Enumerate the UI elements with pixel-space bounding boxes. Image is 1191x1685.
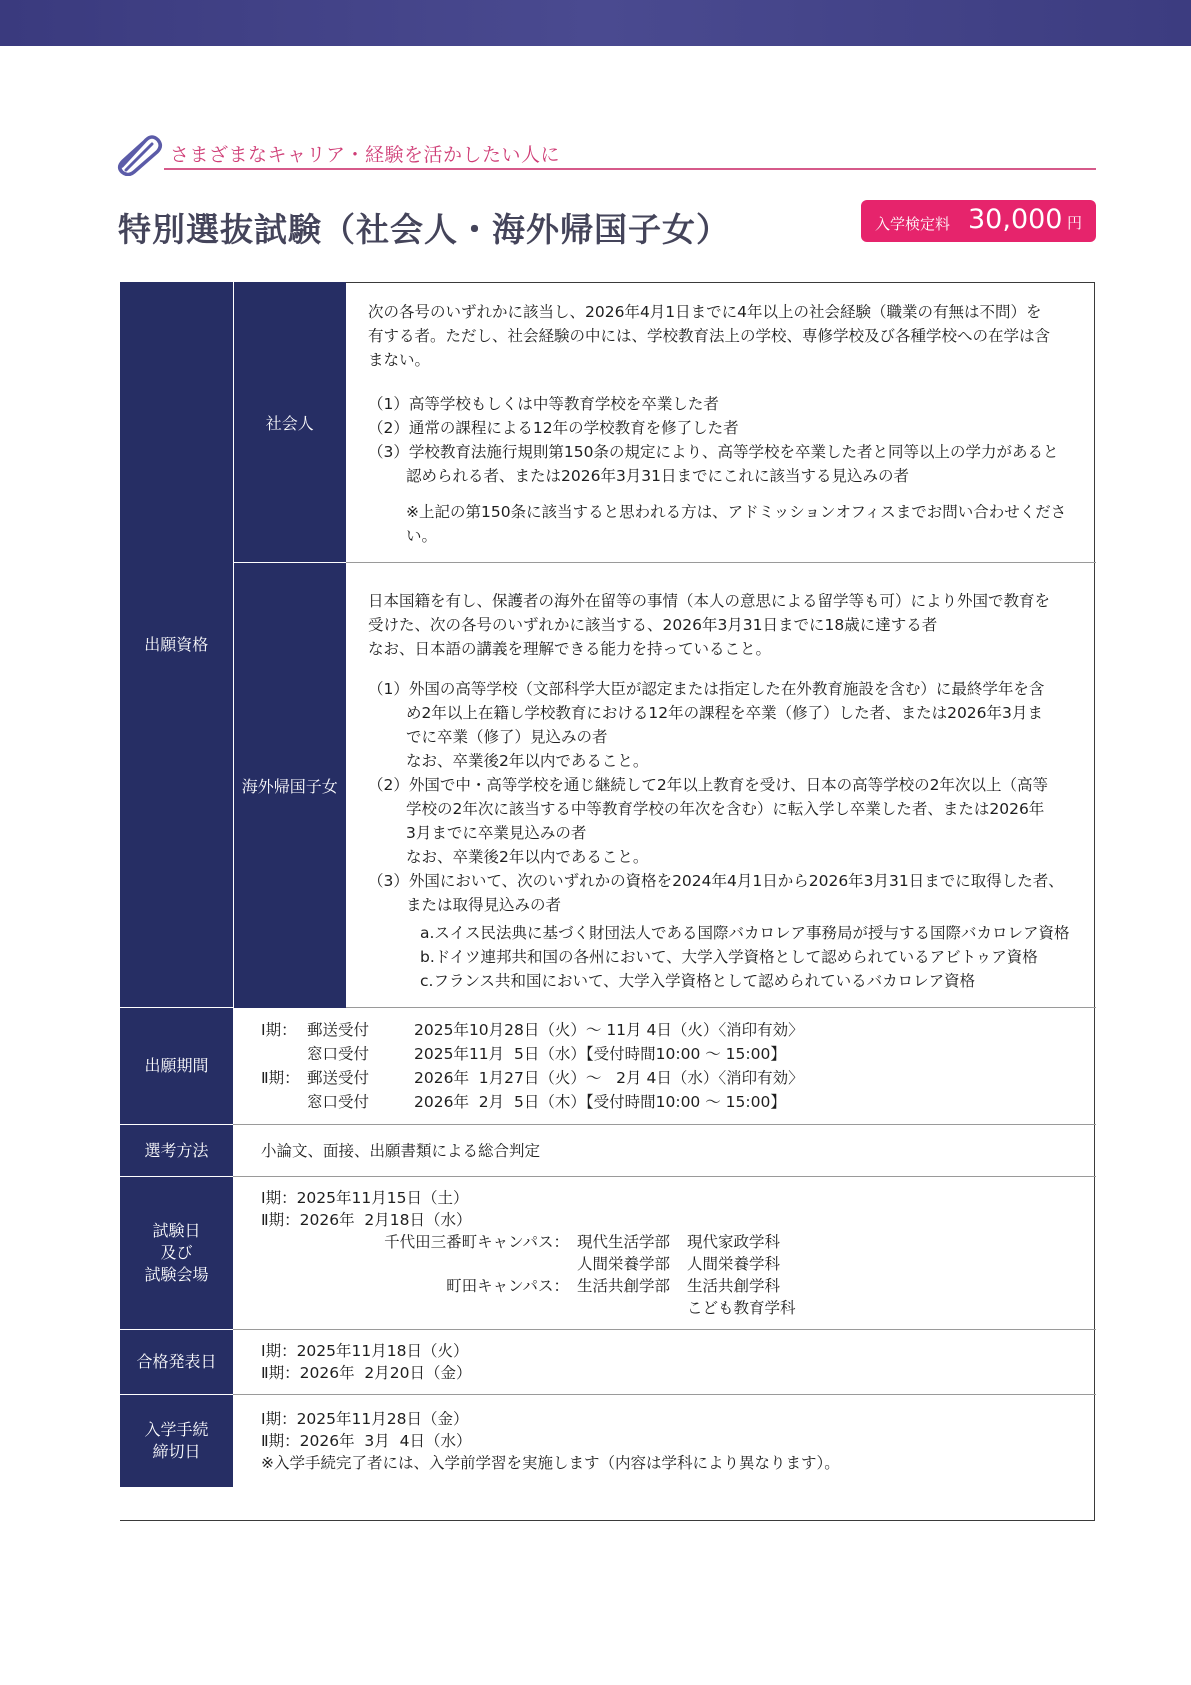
- term-label: Ⅰ期：: [261, 1021, 297, 1039]
- date-text: 2025年11月 5日（水）【受付時間10:00 ～ 15:00】: [414, 1045, 786, 1063]
- campus-name: [307, 1253, 569, 1275]
- kaigai-header: 海外帰国子女: [233, 563, 346, 1008]
- kaigai-intro-line: 受けた、次の各号のいずれかに該当する、2026年3月31日までに18歳に達する者: [368, 616, 938, 634]
- list-item-continuation: 学校の2年次に該当する中等教育学校の年次を含む）に転入学し卒業した者、または2026年: [406, 800, 1045, 818]
- list-item: （3）外国において、次のいずれかの資格を2024年4月1日から2026年3月31日までに取得した者、: [368, 872, 1064, 890]
- results-header: 合格発表日: [120, 1330, 233, 1395]
- results-date: Ⅰ期：2025年11月18日（火）: [261, 1342, 469, 1360]
- type-label: 窓口受付: [307, 1093, 370, 1111]
- application-period-header: 出願期間: [120, 1008, 233, 1125]
- list-item-continuation: 3月までに卒業見込みの者: [406, 824, 587, 842]
- enrollment-note: ※入学手続完了者には、入学前学習を実施します（内容は学科により異なります）。: [261, 1453, 840, 1472]
- term-label: [261, 1042, 307, 1066]
- campus-name: [307, 1297, 569, 1319]
- top-banner: [0, 0, 1191, 46]
- shakaijin-intro-line: 次の各号のいずれかに該当し、2026年4月1日までに4年以上の社会経験（職業の有無は不問）を: [368, 303, 1042, 321]
- table-row: [120, 1330, 1096, 1395]
- type-label: 窓口受付: [307, 1045, 370, 1063]
- shakaijin-intro-line: 有する者。ただし、社会経験の中には、学校教育法上の学校、専修学校及び各種学校への在学は含: [368, 327, 1051, 345]
- sub-item: a.スイス民法典に基づく財団法人である国際バカロレア事務局が授与する国際バカロレア資格: [420, 924, 1070, 942]
- fee-unit: 円: [1067, 214, 1083, 232]
- kaigai-intro-line: 日本国籍を有し、保護者の海外在留等の事情（本人の意思による留学等も可）により外国で教育を: [368, 592, 1051, 610]
- list-item-continuation: なお、卒業後2年以内であること。: [406, 848, 649, 866]
- date-text: 2026年 2月 5日（木）【受付時間10:00 ～ 15:00】: [414, 1093, 786, 1111]
- fee-amount: 30,000: [968, 204, 1063, 235]
- faculty-name: 人間栄養学部: [577, 1255, 671, 1273]
- enrollment-date: Ⅰ期：2025年11月28日（金）: [261, 1409, 469, 1428]
- kaigai-intro-line: なお、日本語の講義を理解できる能力を持っていること。: [368, 640, 772, 658]
- list-item-continuation: でに卒業（修了）見込みの者: [406, 728, 608, 746]
- table-row: [120, 1177, 1096, 1330]
- eligibility-header: 出願資格: [120, 282, 233, 1008]
- exam-header: [120, 1177, 233, 1330]
- sub-item: c.フランス共和国において、大学入学資格として認められているバカロレア資格: [420, 972, 976, 990]
- list-item-continuation: または取得見込みの者: [406, 896, 562, 914]
- exam-header-line: 試験会場: [144, 1265, 209, 1284]
- selection-content: 小論文、面接、出願書類による総合判定: [233, 1125, 1096, 1177]
- fee-badge: [861, 200, 1096, 242]
- subtitle-divider: [164, 168, 1096, 170]
- table-row: [120, 282, 1096, 563]
- dept-name: 現代家政学科: [687, 1233, 781, 1251]
- exam-header-line: 試験日: [152, 1221, 201, 1240]
- kaigai-content: [346, 563, 1096, 1008]
- list-item-continuation: 認められる者、または2026年3月31日までにこれに該当する見込みの者: [406, 467, 910, 485]
- table-row: [120, 1125, 1096, 1177]
- enrollment-header: [120, 1395, 233, 1487]
- type-label: 郵送受付: [307, 1021, 370, 1039]
- results-date: Ⅱ期：2026年 2月20日（金）: [261, 1364, 472, 1382]
- list-item: （1）外国の高等学校（文部科学大臣が認定または指定した在外教育施設を含む）に最終学年を含: [368, 680, 1045, 698]
- date-text: 2026年 1月27日（火）～ 2月 4日（水）〈消印有効〉: [414, 1069, 804, 1087]
- results-content: [233, 1330, 1096, 1395]
- term-label: [261, 1090, 307, 1114]
- faculty-name: 生活共創学部: [577, 1277, 671, 1295]
- table-row: [120, 1008, 1096, 1125]
- date-text: 2025年10月28日（火）～ 11月 4日（火）〈消印有効〉: [414, 1021, 804, 1039]
- exam-date: Ⅱ期：2026年 2月18日（水）: [261, 1211, 472, 1229]
- application-period-content: [233, 1008, 1096, 1125]
- schedule-grid: [261, 1018, 1080, 1114]
- section-subtitle: さまざまなキャリア・経験を活かしたい人に: [170, 144, 561, 166]
- list-item-continuation: め2年以上在籍し学校教育における12年の課程を卒業（修了）した者、または2026年3月ま: [406, 704, 1043, 722]
- table-row: [120, 1395, 1096, 1487]
- dept-name: こども教育学科: [687, 1299, 796, 1317]
- faculty-name: [569, 1297, 687, 1319]
- dept-name: 生活共創学科: [687, 1277, 781, 1295]
- list-item: （2）通常の課程による12年の学校教育を修了した者: [368, 419, 739, 437]
- type-label: 郵送受付: [307, 1069, 370, 1087]
- venue-grid: [307, 1231, 1080, 1319]
- list-item: （2）外国で中・高等学校を通じ継続して2年以上教育を受け、日本の高等学校の2年次以上（高等: [368, 776, 1048, 794]
- page-title: 特別選抜試験（社会人・海外帰国子女）: [118, 210, 730, 249]
- enrollment-header-line: 入学手続: [144, 1419, 209, 1439]
- requirements-table: [120, 282, 1096, 1487]
- table-row: [120, 563, 1096, 1008]
- campus-name: 町田キャンパス：: [446, 1277, 569, 1295]
- paperclip-icon: [112, 130, 166, 176]
- section-subtitle-row: [112, 130, 1096, 170]
- exam-content: [233, 1177, 1096, 1330]
- shakaijin-intro-line: まない。: [368, 351, 431, 369]
- list-item-continuation: なお、卒業後2年以内であること。: [406, 752, 649, 770]
- faculty-name: 現代生活学部: [577, 1233, 671, 1251]
- shakaijin-header: 社会人: [233, 282, 346, 563]
- shakaijin-note: ※上記の第150条に該当すると思われる方は、アドミッションオフィスまでお問い合わせください。: [406, 503, 1067, 545]
- campus-name: 千代田三番町キャンパス：: [384, 1233, 569, 1251]
- exam-date: Ⅰ期：2025年11月15日（土）: [261, 1189, 469, 1207]
- sub-item: b.ドイツ連邦共和国の各州において、大学入学資格として認められているアビトゥア資格: [420, 948, 1038, 966]
- shakaijin-content: [346, 282, 1096, 563]
- dept-name: 人間栄養学科: [687, 1255, 781, 1273]
- enrollment-date: Ⅱ期：2026年 3月 4日（水）: [261, 1431, 472, 1450]
- list-item: （3）学校教育法施行規則第150条の規定により、高等学校を卒業した者と同等以上の学力があると: [368, 443, 1059, 461]
- selection-header: 選考方法: [120, 1125, 233, 1177]
- exam-header-line: 及び: [160, 1243, 193, 1262]
- fee-label: 入学検定料: [875, 215, 951, 233]
- enrollment-header-line: 締切日: [152, 1441, 201, 1461]
- term-label: Ⅱ期：: [261, 1069, 300, 1087]
- list-item: （1）高等学校もしくは中等教育学校を卒業した者: [368, 395, 719, 413]
- enrollment-content: [233, 1395, 1096, 1487]
